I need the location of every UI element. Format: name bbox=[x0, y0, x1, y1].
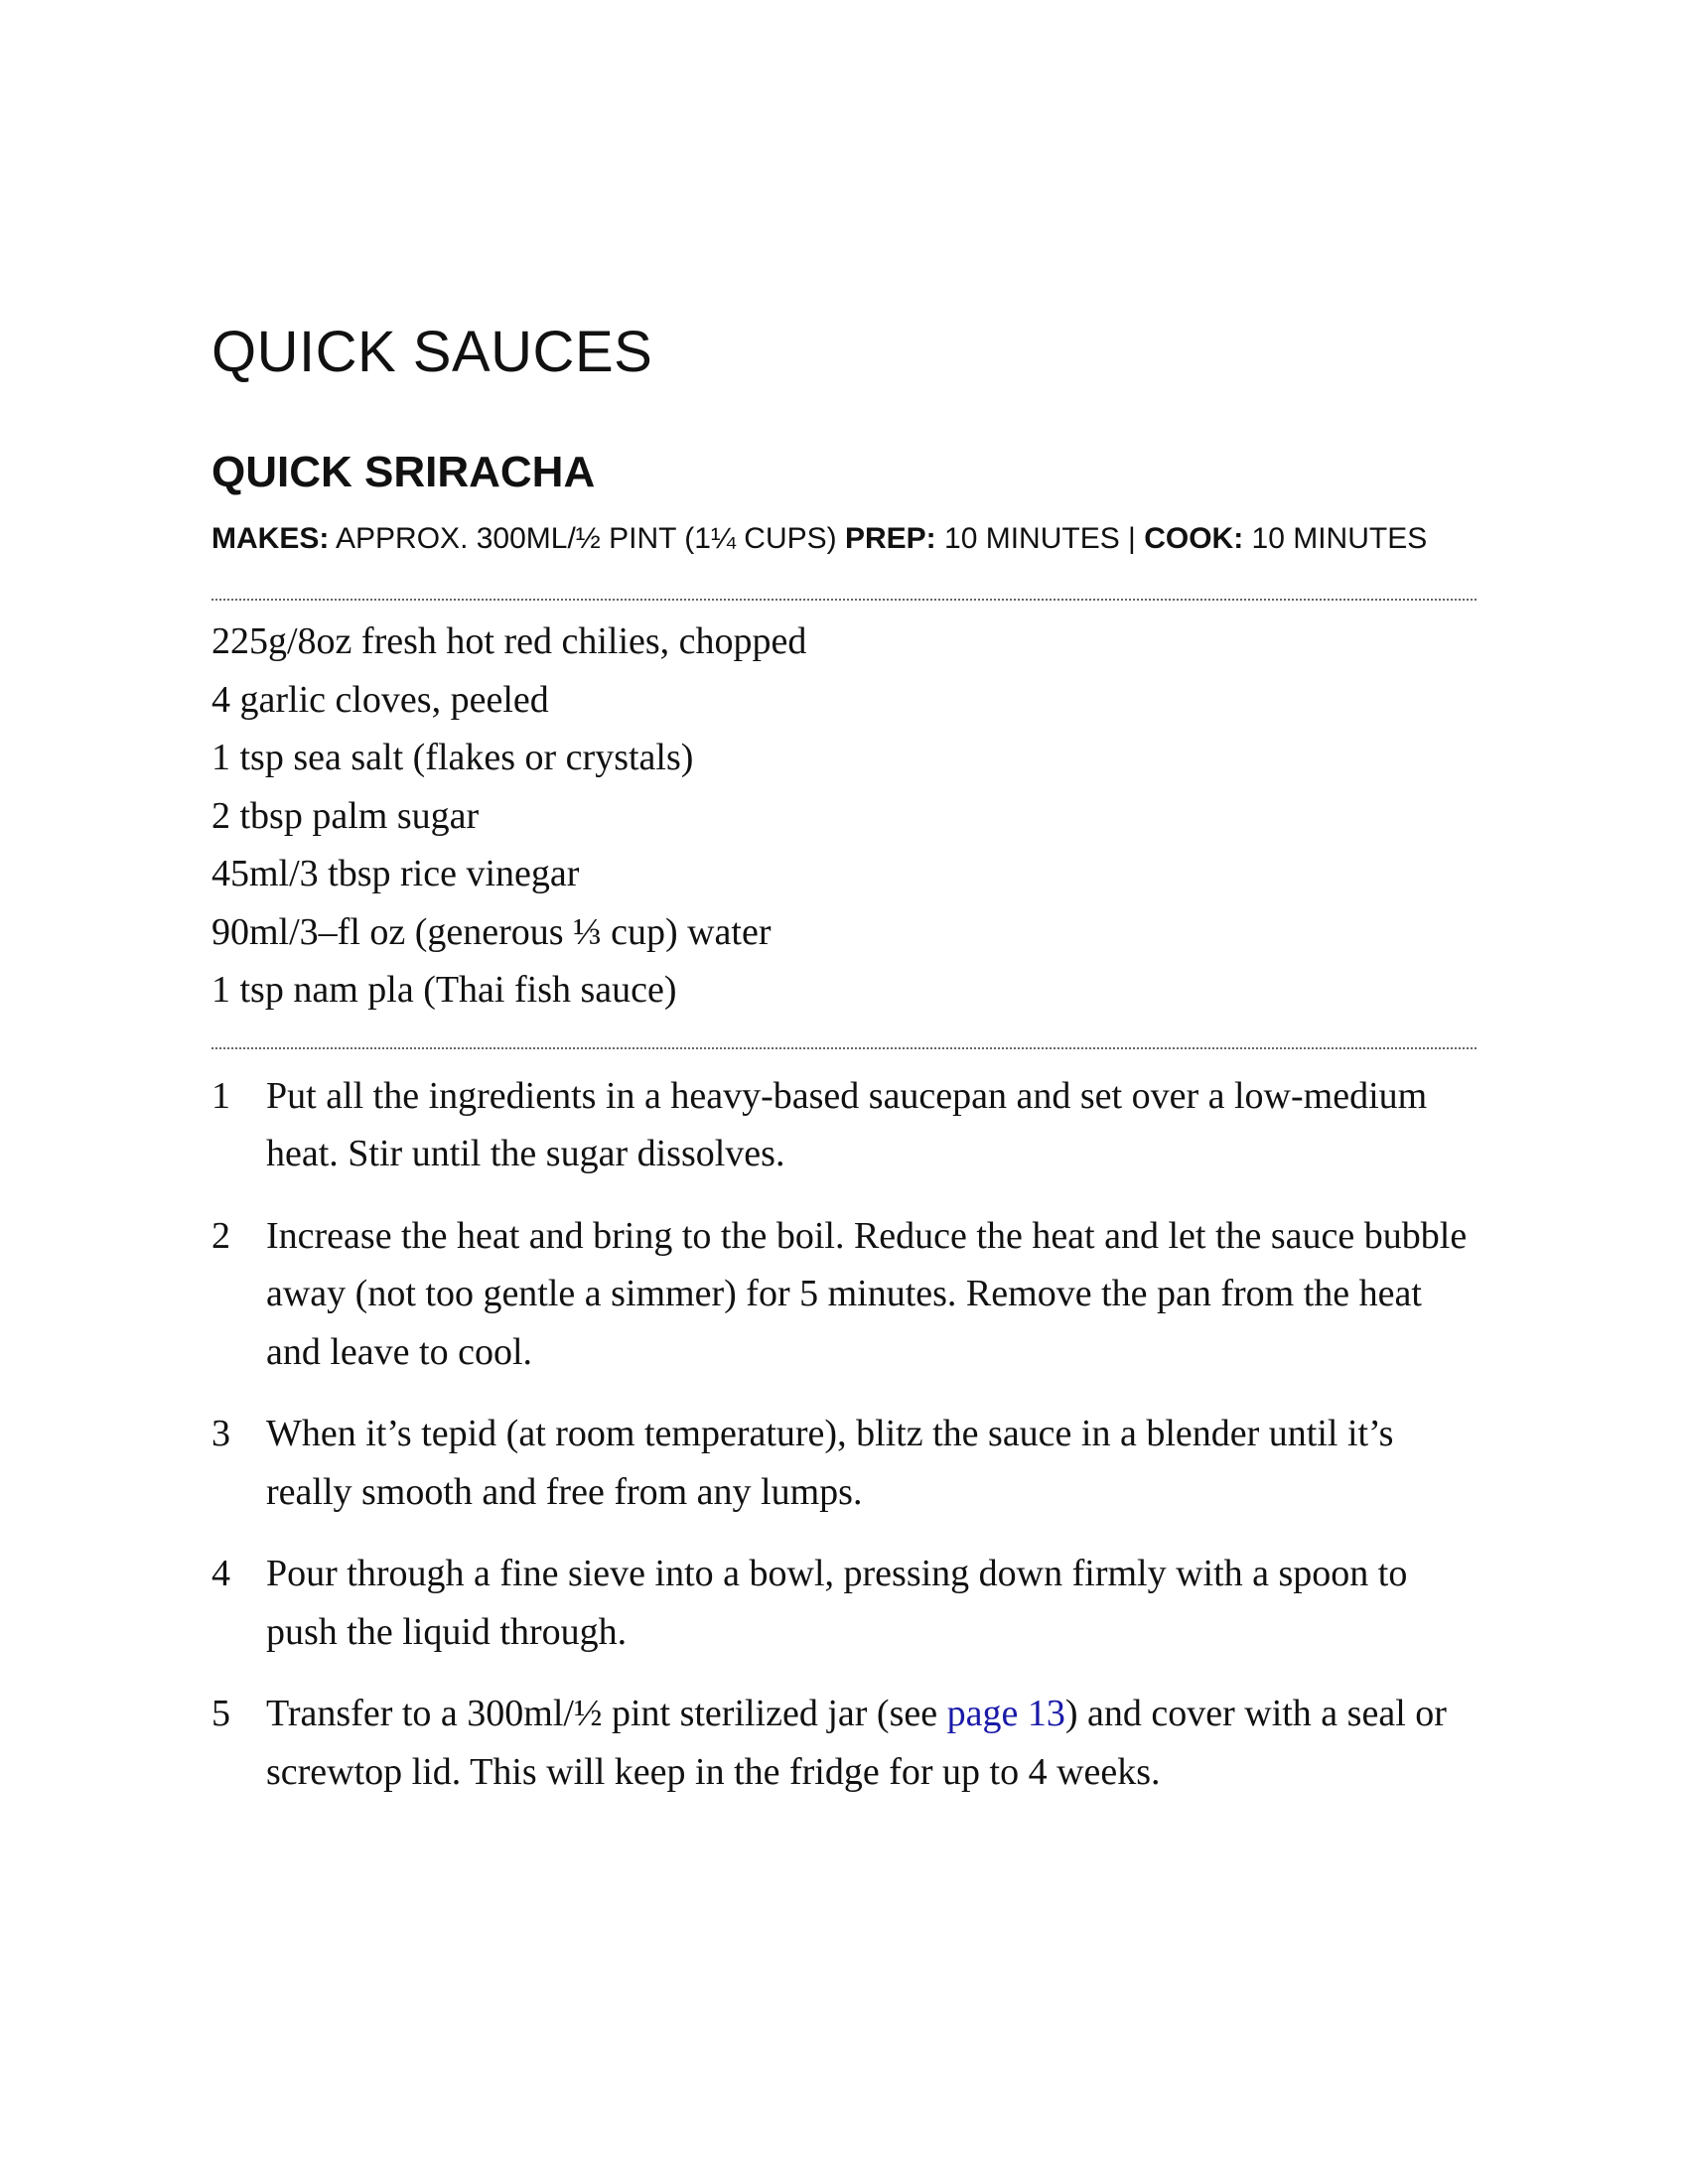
method-steps bbox=[211, 1067, 1477, 1802]
step-text-before-link: Transfer to a 300ml/½ pint sterilized jar (see bbox=[266, 1693, 947, 1735]
step-text: Increase the heat and bring to the boil. Reduce the heat and let the sauce bubble away (not too gentle a simmer) for 5 minutes. Remove the pan from the heat and leave to cool. bbox=[266, 1214, 1468, 1373]
makes-label: MAKES: bbox=[211, 522, 330, 556]
method-step bbox=[211, 1685, 1477, 1801]
step-text: Pour through a fine sieve into a bowl, pressing down firmly with a spoon to push the liquid through. bbox=[266, 1553, 1408, 1653]
step-text: Put all the ingredients in a heavy-based saucepan and set over a low-medium heat. Stir until the sugar dissolves. bbox=[266, 1074, 1428, 1175]
step-number: 5 bbox=[211, 1693, 230, 1735]
ingredient-item: 2 tbsp palm sugar bbox=[211, 794, 480, 837]
cook-label: COOK: bbox=[1144, 522, 1244, 556]
prep-value: 10 MINUTES | bbox=[935, 522, 1145, 556]
divider bbox=[211, 1047, 1477, 1049]
ingredient-item: 225g/8oz fresh hot red chilies, chopped bbox=[211, 620, 807, 663]
ingredient-list bbox=[211, 613, 1477, 1020]
step-number: 3 bbox=[211, 1413, 230, 1455]
method-step bbox=[211, 1207, 1477, 1382]
step-text bbox=[266, 1685, 1477, 1801]
ingredient-item: 1 tsp nam pla (Thai fish sauce) bbox=[211, 969, 677, 1012]
step-number: 4 bbox=[211, 1553, 230, 1595]
section-title: QUICK SAUCES bbox=[211, 320, 653, 384]
step-text: When it’s tepid (at room temperature), blitz the sauce in a blender until it’s really smooth and free from any lumps. bbox=[266, 1413, 1394, 1513]
ingredient-item: 1 tsp sea salt (flakes or crystals) bbox=[211, 737, 694, 779]
method-step bbox=[211, 1067, 1477, 1183]
divider bbox=[211, 599, 1477, 601]
ingredient-item: 45ml/3 tbsp rice vinegar bbox=[211, 853, 580, 895]
recipe-meta bbox=[211, 516, 1477, 561]
method-step bbox=[211, 1545, 1477, 1661]
step-text-after-link: ) and cover with a seal or screwtop lid. This will keep in the fridge for up to 4 weeks. bbox=[266, 1693, 1447, 1793]
makes-value: APPROX. 300ML/½ PINT (1¼ CUPS) bbox=[329, 522, 845, 556]
step-number: 1 bbox=[211, 1074, 230, 1117]
prep-label: PREP: bbox=[844, 522, 936, 556]
ingredient-item: 4 garlic cloves, peeled bbox=[211, 678, 549, 721]
method-step bbox=[211, 1405, 1477, 1521]
step-number: 2 bbox=[211, 1214, 230, 1257]
recipe-title: QUICK SRIRACHA bbox=[211, 447, 596, 496]
ingredient-item: 90ml/3–fl oz (generous ⅓ cup) water bbox=[211, 910, 772, 953]
recipe-page bbox=[211, 318, 1477, 1825]
page-reference-link[interactable]: page 13 bbox=[946, 1693, 1065, 1735]
cook-value: 10 MINUTES bbox=[1243, 522, 1428, 556]
